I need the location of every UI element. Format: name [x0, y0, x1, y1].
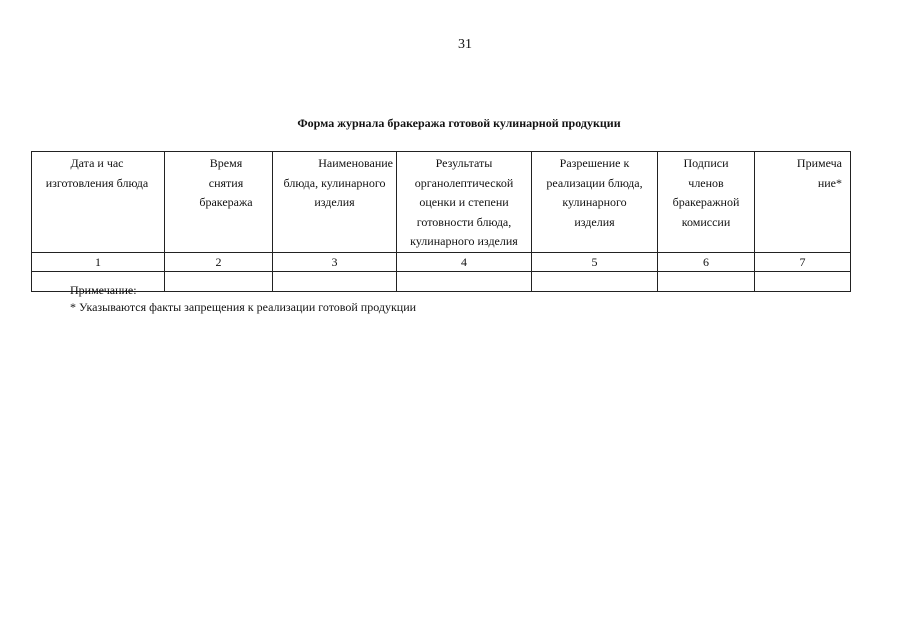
column-number: 6 — [658, 252, 755, 271]
journal-table — [31, 151, 851, 292]
header-cell-check-time — [165, 152, 273, 253]
empty-cell — [397, 271, 532, 291]
header-line: Примеча — [796, 156, 842, 170]
header-line: Разрешение к — [559, 156, 630, 170]
empty-entry-row — [32, 271, 851, 291]
column-number: 4 — [397, 252, 532, 271]
header-line: изготовления блюда — [45, 175, 149, 190]
header-line: Наименование — [318, 156, 393, 170]
header-line: ние* — [817, 175, 842, 190]
header-cell-results — [397, 152, 532, 253]
header-line: изделия — [574, 214, 615, 229]
header-cell-signatures — [658, 152, 755, 253]
header-line: органолептической — [414, 175, 514, 190]
page-number: 31 — [458, 37, 472, 52]
header-line: реализации блюда, — [546, 175, 643, 190]
document-title: Форма журнала бракеража готовой кулинарной продукции — [297, 116, 621, 130]
header-line: бракеражной — [672, 195, 740, 209]
header-line: Результаты — [435, 156, 493, 170]
header-line: Время — [209, 156, 243, 170]
header-line: кулинарного — [562, 195, 627, 209]
table-header-row — [32, 152, 851, 253]
empty-cell — [165, 271, 273, 291]
header-line: Дата и час — [70, 156, 124, 170]
note-label: Примечание: — [70, 283, 137, 297]
header-line: готовности блюда, — [416, 214, 512, 229]
column-number: 1 — [32, 252, 165, 271]
column-number: 3 — [273, 252, 397, 271]
column-number: 2 — [165, 252, 273, 271]
note-text: * Указываются факты запрещения к реализации готовой продукции — [70, 300, 417, 314]
header-line: оценки и степени — [419, 195, 509, 209]
header-cell-dish-name — [273, 152, 397, 253]
header-line: кулинарного изделия — [410, 234, 518, 248]
empty-cell — [532, 271, 658, 291]
empty-cell — [273, 271, 397, 291]
header-line: изделия — [314, 195, 355, 209]
header-line: членов — [688, 175, 724, 190]
header-cell-notes — [755, 152, 851, 253]
header-line: бракеража — [199, 195, 253, 209]
header-line: блюда, кулинарного — [283, 175, 386, 190]
column-number: 5 — [532, 252, 658, 271]
header-cell-permission — [532, 152, 658, 253]
column-number: 7 — [755, 252, 851, 271]
empty-cell — [658, 271, 755, 291]
empty-cell — [755, 271, 851, 291]
header-cell-date-time — [32, 152, 165, 253]
column-number-row — [32, 252, 851, 271]
header-line: снятия — [208, 175, 244, 190]
header-line: Подписи — [683, 156, 729, 170]
header-line: комиссии — [681, 214, 731, 229]
